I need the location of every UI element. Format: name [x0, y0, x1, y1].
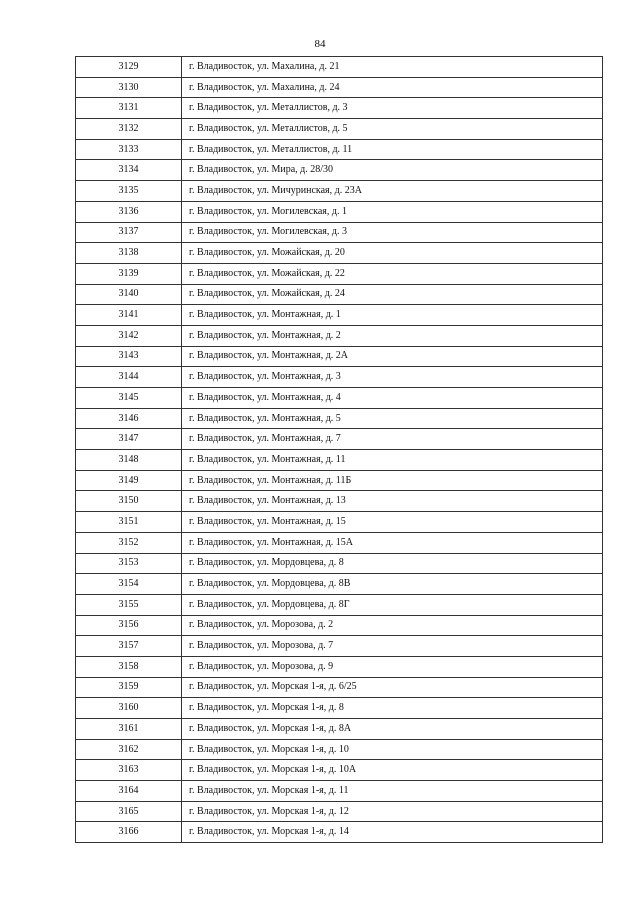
address-cell: г. Владивосток, ул. Монтажная, д. 2 — [182, 325, 603, 346]
address-cell: г. Владивосток, ул. Морозова, д. 2 — [182, 615, 603, 636]
row-number-cell: 3134 — [76, 160, 182, 181]
table-row — [76, 305, 603, 326]
address-cell: г. Владивосток, ул. Махалина, д. 21 — [182, 57, 603, 78]
address-cell: г. Владивосток, ул. Монтажная, д. 4 — [182, 388, 603, 409]
table-row — [76, 181, 603, 202]
address-cell: г. Владивосток, ул. Монтажная, д. 15 — [182, 512, 603, 533]
address-cell: г. Владивосток, ул. Мордовцева, д. 8 — [182, 553, 603, 574]
row-number-cell: 3144 — [76, 367, 182, 388]
address-cell: г. Владивосток, ул. Махалина, д. 24 — [182, 77, 603, 98]
row-number-cell: 3135 — [76, 181, 182, 202]
row-number-cell: 3150 — [76, 491, 182, 512]
row-number-cell: 3132 — [76, 119, 182, 140]
row-number-cell: 3130 — [76, 77, 182, 98]
table-row — [76, 574, 603, 595]
row-number-cell: 3141 — [76, 305, 182, 326]
address-cell: г. Владивосток, ул. Можайская, д. 24 — [182, 284, 603, 305]
address-cell: г. Владивосток, ул. Монтажная, д. 7 — [182, 429, 603, 450]
address-table — [75, 56, 603, 843]
row-number-cell: 3166 — [76, 822, 182, 843]
address-cell: г. Владивосток, ул. Металлистов, д. 11 — [182, 139, 603, 160]
table-row — [76, 119, 603, 140]
address-cell: г. Владивосток, ул. Морская 1-я, д. 12 — [182, 801, 603, 822]
table-row — [76, 160, 603, 181]
table-row — [76, 677, 603, 698]
table-row — [76, 470, 603, 491]
table-row — [76, 222, 603, 243]
row-number-cell: 3165 — [76, 801, 182, 822]
table-row — [76, 263, 603, 284]
address-cell: г. Владивосток, ул. Морская 1-я, д. 10 — [182, 739, 603, 760]
table-row — [76, 388, 603, 409]
row-number-cell: 3158 — [76, 656, 182, 677]
table-row — [76, 450, 603, 471]
row-number-cell: 3140 — [76, 284, 182, 305]
address-cell: г. Владивосток, ул. Могилевская, д. 3 — [182, 222, 603, 243]
row-number-cell: 3131 — [76, 98, 182, 119]
table-row — [76, 801, 603, 822]
row-number-cell: 3149 — [76, 470, 182, 491]
address-cell: г. Владивосток, ул. Морозова, д. 9 — [182, 656, 603, 677]
row-number-cell: 3139 — [76, 263, 182, 284]
table-row — [76, 512, 603, 533]
table-row — [76, 57, 603, 78]
row-number-cell: 3146 — [76, 408, 182, 429]
address-cell: г. Владивосток, ул. Металлистов, д. 3 — [182, 98, 603, 119]
row-number-cell: 3133 — [76, 139, 182, 160]
row-number-cell: 3157 — [76, 636, 182, 657]
address-cell: г. Владивосток, ул. Монтажная, д. 15А — [182, 532, 603, 553]
row-number-cell: 3153 — [76, 553, 182, 574]
row-number-cell: 3152 — [76, 532, 182, 553]
table-row — [76, 719, 603, 740]
row-number-cell: 3143 — [76, 346, 182, 367]
row-number-cell: 3164 — [76, 781, 182, 802]
table-row — [76, 243, 603, 264]
address-cell: г. Владивосток, ул. Монтажная, д. 11 — [182, 450, 603, 471]
address-cell: г. Владивосток, ул. Мира, д. 28/30 — [182, 160, 603, 181]
address-cell: г. Владивосток, ул. Морская 1-я, д. 8А — [182, 719, 603, 740]
row-number-cell: 3136 — [76, 201, 182, 222]
row-number-cell: 3137 — [76, 222, 182, 243]
row-number-cell: 3156 — [76, 615, 182, 636]
table-row — [76, 325, 603, 346]
address-cell: г. Владивосток, ул. Монтажная, д. 1 — [182, 305, 603, 326]
address-cell: г. Владивосток, ул. Морская 1-я, д. 8 — [182, 698, 603, 719]
address-cell: г. Владивосток, ул. Мордовцева, д. 8В — [182, 574, 603, 595]
table-row — [76, 491, 603, 512]
row-number-cell: 3138 — [76, 243, 182, 264]
address-cell: г. Владивосток, ул. Морская 1-я, д. 14 — [182, 822, 603, 843]
table-row — [76, 429, 603, 450]
address-table-body — [76, 57, 603, 843]
address-cell: г. Владивосток, ул. Можайская, д. 20 — [182, 243, 603, 264]
address-cell: г. Владивосток, ул. Металлистов, д. 5 — [182, 119, 603, 140]
table-row — [76, 656, 603, 677]
row-number-cell: 3129 — [76, 57, 182, 78]
row-number-cell: 3161 — [76, 719, 182, 740]
table-row — [76, 781, 603, 802]
table-row — [76, 739, 603, 760]
address-cell: г. Владивосток, ул. Можайская, д. 22 — [182, 263, 603, 284]
address-cell: г. Владивосток, ул. Морская 1-я, д. 10А — [182, 760, 603, 781]
table-row — [76, 367, 603, 388]
table-row — [76, 77, 603, 98]
table-row — [76, 532, 603, 553]
row-number-cell: 3159 — [76, 677, 182, 698]
table-row — [76, 822, 603, 843]
table-row — [76, 346, 603, 367]
address-cell: г. Владивосток, ул. Монтажная, д. 2А — [182, 346, 603, 367]
row-number-cell: 3163 — [76, 760, 182, 781]
table-row — [76, 594, 603, 615]
page-number: 84 — [314, 38, 326, 50]
address-cell: г. Владивосток, ул. Морская 1-я, д. 6/25 — [182, 677, 603, 698]
table-row — [76, 553, 603, 574]
table-row — [76, 698, 603, 719]
address-cell: г. Владивосток, ул. Монтажная, д. 5 — [182, 408, 603, 429]
address-cell: г. Владивосток, ул. Морозова, д. 7 — [182, 636, 603, 657]
table-row — [76, 98, 603, 119]
table-row — [76, 615, 603, 636]
row-number-cell: 3162 — [76, 739, 182, 760]
table-row — [76, 139, 603, 160]
row-number-cell: 3148 — [76, 450, 182, 471]
row-number-cell: 3147 — [76, 429, 182, 450]
address-cell: г. Владивосток, ул. Монтажная, д. 13 — [182, 491, 603, 512]
table-row — [76, 636, 603, 657]
table-row — [76, 408, 603, 429]
table-row — [76, 284, 603, 305]
address-cell: г. Владивосток, ул. Морская 1-я, д. 11 — [182, 781, 603, 802]
address-cell: г. Владивосток, ул. Монтажная, д. 3 — [182, 367, 603, 388]
row-number-cell: 3151 — [76, 512, 182, 533]
row-number-cell: 3145 — [76, 388, 182, 409]
table-row — [76, 760, 603, 781]
row-number-cell: 3155 — [76, 594, 182, 615]
address-cell: г. Владивосток, ул. Мичуринская, д. 23А — [182, 181, 603, 202]
address-cell: г. Владивосток, ул. Мордовцева, д. 8Г — [182, 594, 603, 615]
row-number-cell: 3142 — [76, 325, 182, 346]
address-cell: г. Владивосток, ул. Монтажная, д. 11Б — [182, 470, 603, 491]
address-cell: г. Владивосток, ул. Могилевская, д. 1 — [182, 201, 603, 222]
table-row — [76, 201, 603, 222]
row-number-cell: 3154 — [76, 574, 182, 595]
row-number-cell: 3160 — [76, 698, 182, 719]
